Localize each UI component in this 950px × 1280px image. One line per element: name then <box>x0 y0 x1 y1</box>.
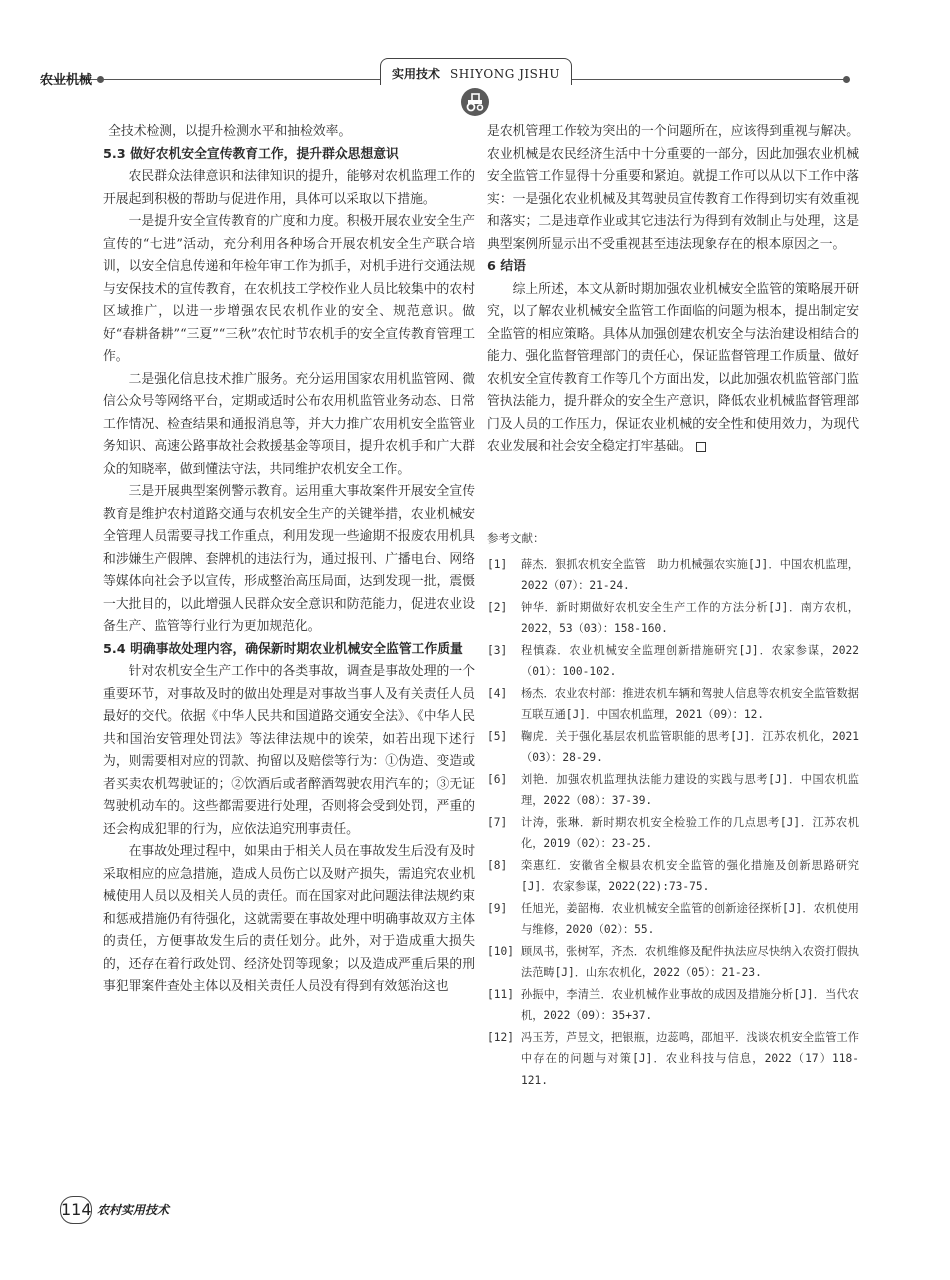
journal-section-label: 农业机械 <box>40 73 93 88</box>
column-title-pinyin: SHIYONG JISHU <box>450 67 560 81</box>
paragraph: 一是提升安全宣传教育的广度和力度。积极开展农业安全生产宣传的“七进”活动，充分利用各种场合开展农机安全生产联合培训，以安全信息传递和年检年审工作为抓手，对机手进行交通法规与安保技术的宣传教育，在农机技工学校作业人员比较集中的农村区域推广，以进一步增强农民农机作业的安全、规范意识。做好“春耕备耕”“三夏”“三秋”农忙时节农机手的安全宣传教育管理工作。 <box>103 214 475 364</box>
reference-item <box>487 941 859 984</box>
reference-number: [8] <box>487 858 508 872</box>
reference-text: 计涛，张琳．新时期农机安全检验工作的几点思考[J]．江苏农机化，2019（02）：23-25. <box>521 815 859 850</box>
reference-number: [1] <box>487 557 508 571</box>
reference-item <box>487 855 859 898</box>
reference-number: [2] <box>487 600 508 614</box>
reference-item <box>487 683 859 726</box>
reference-text: 顾凤书，张树军，齐杰．农机维修及配件执法应尽快纳入农资打假执法范畴[J]．山东农机化，2022（05）：21-23. <box>521 944 859 979</box>
paragraph: 针对农机安全生产工作中的各类事故，调查是事故处理的一个重要环节，对事故及时的做出处理是对事故当事人及有关责任人员最好的交代。依据《中华人民共和国道路交通安全法》、《中华人民共和国治安管理处罚法》等法律法规中的诶荣，如若出现下述行为，则需要相对应的罚款、拘留以及赔偿等行为：①伪造、变造或者买卖农机驾驶证的；②饮酒后或者醉酒驾驶农用汽车的；③无证驾驶机动车的。这些都需要进行处理，否则将会受到处罚，严重的还会构成犯罪的行为，应依法追究刑事责任。 <box>103 664 475 837</box>
reference-number: [3] <box>487 643 508 657</box>
reference-number: [9] <box>487 901 508 915</box>
header-rule-right <box>570 79 847 80</box>
paragraph: 二是强化信息技术推广服务。充分运用国家农用机监管网、微信公众号等网络平台，定期或适时公布农用机监管业务动态、日常工作情况、检查结果和通报消息等，并大力推广农用机安全监管业务知识、高速公路事故社会救援基金等项目，提升农机手和广大群众的知晓率，做到懂法守法，共同维护农机安全工作。 <box>103 371 475 477</box>
reference-item <box>487 898 859 941</box>
section-heading-5-3: 5.3 做好农机安全宣传教育工作，提升群众思想意识 <box>103 146 399 162</box>
references-title: 参考文献： <box>487 531 545 545</box>
header-dot-right <box>843 76 850 83</box>
reference-text: 刘艳．加强农机监理执法能力建设的实践与思考[J]．中国农机监理，2022（08）：37-39. <box>521 772 859 807</box>
reference-number: [7] <box>487 815 508 829</box>
references <box>487 528 859 1091</box>
reference-text: 栾惠红．安徽省全椒县农机安全监管的强化措施及创新思路研究[J]．农家参谋，2022(22):73-75. <box>521 858 859 893</box>
paragraph: 是农机管理工作较为突出的一个问题所在，应该得到重视与解决。农业机械是农民经济生活中十分重要的一部分，因此加强农业机械安全监管工作显得十分重要和紧迫。就提工作可以从以下工作中落实：一是强化农业机械及其驾驶员宣传教育工作得到切实有效重视和落实；二是违章作业或其它违法行为得到有效制止与处理，这是典型案例所显示出不受重视甚至违法现象存在的根本原因之一。 <box>487 124 859 252</box>
reference-text: 钟华．新时期做好农机安全生产工作的方法分析[J]．南方农机，2022，53（03）：158-160. <box>521 600 859 635</box>
page-number: 114 <box>60 1196 92 1224</box>
reference-item <box>487 984 859 1027</box>
reference-item <box>487 1027 859 1092</box>
reference-text: 冯玉芳，芦昱文，把银瓶，边蕊鸣，邵旭平．浅谈农机安全监管工作中存在的问题与对策[J]．农业科技与信息，2022（17）118-121. <box>521 1030 859 1087</box>
reference-item <box>487 769 859 812</box>
paragraph: 农民群众法律意识和法律知识的提升，能够对农机监理工作的开展起到积极的帮助与促进作用，具体可以采取以下措施。 <box>103 169 475 207</box>
reference-item <box>487 597 859 640</box>
paragraph: 三是开展典型案例警示教育。运用重大事故案件开展安全宣传教育是维护农村道路交通与农机安全生产的关键举措，农业机械安全管理人员需要寻找工作重点，利用发现一些逾期不报废农用机具和涉嫌生产假牌、套牌机的违法行为，通过报刊、广播电台、网络等媒体向社会予以宣传，形成整治高压局面，达到发现一批，震慑一大批目的，以此增强人民群众安全意识和防范能力，促进农业设备生产、监管等行业行为更加规范化。 <box>103 484 475 634</box>
reference-text: 杨杰．农业农村部：推进农机车辆和驾驶人信息等农机安全监管数据互联互通[J]．中国农机监理，2021（09）：12. <box>521 686 859 721</box>
reference-item <box>487 812 859 855</box>
section-heading-5-4: 5.4 明确事故处理内容，确保新时期农业机械安全监管工作质量 <box>103 641 463 657</box>
column-tab <box>380 58 572 85</box>
paragraph: 在事故处理过程中，如果由于相关人员在事故发生后没有及时采取相应的应急措施，造成人员伤亡以及财产损失，需追究农业机械使用人员以及相关人员的责任。而在国家对此问题法律法规约束和惩戒措施仍有待强化，这就需要在事故处理中明确事故双方主体的责任，方便事故发生后的责任划分。此外，对于造成重大损失的，还存在着行政处罚、经济处罚等现象；以及造成严重后果的刑事犯罪案件查处主体以及相关责任人员没有得到有效惩治这也 <box>103 844 475 994</box>
right-column <box>487 121 859 459</box>
column-title-cn: 实用技术 <box>392 67 441 81</box>
tractor-icon <box>461 88 489 116</box>
conclusion-paragraph <box>487 279 859 459</box>
reference-number: [12] <box>487 1030 514 1044</box>
reference-number: [5] <box>487 729 508 743</box>
reference-text: 程慎森．农业机械安全监理创新措施研究[J]．农家参谋，2022（01）：100-102. <box>521 643 859 678</box>
reference-number: [4] <box>487 686 508 700</box>
reference-number: [6] <box>487 772 508 786</box>
end-mark-icon <box>696 442 706 452</box>
reference-text: 鞠虎．关于强化基层农机监管职能的思考[J]．江苏农机化，2021（03）：28-29. <box>521 729 859 764</box>
reference-number: [11] <box>487 987 514 1001</box>
reference-item <box>487 726 859 769</box>
reference-text: 孙振中，李清兰．农业机械作业事故的成因及措施分析[J]．当代农机，2022（09）：35+37. <box>521 987 859 1022</box>
reference-item <box>487 554 859 597</box>
reference-text: 任旭光，姜韶梅．农业机械安全监管的创新途径探析[J]．农机使用与维修，2020（02）：55. <box>521 901 859 936</box>
paragraph: 全技术检测，以提升检测水平和抽检效率。 <box>108 124 352 139</box>
reference-number: [10] <box>487 944 514 958</box>
header-dot-left <box>97 76 104 83</box>
reference-item <box>487 640 859 683</box>
journal-name: 农村实用技术 <box>97 1203 170 1217</box>
conclusion-text: 综上所述，本文从新时期加强农业机械安全监管的策略展开研究，以了解农业机械安全监管工作面临的问题为根本，提出制定安全监管的相应策略。具体从加强创建农机安全与法治建设相结合的能力、强化监督管理部门的责任心，保证监督管理工作质量、做好农机安全宣传教育工作等几个方面出发，以此加强农机监管部门监管执法能力，提升群众的安全生产意识，降低农业机械监督管理部门及人员的工作压力，保证农业机械的安全性和使用效力，为现代农业发展和社会安全稳定打牢基础。 <box>487 281 859 454</box>
column-title <box>381 65 571 82</box>
section-heading-6: 6 结语 <box>487 259 526 274</box>
left-column <box>103 121 475 999</box>
reference-text: 薛杰．狠抓农机安全监管 助力机械强农实施[J]．中国农机监理，2022（07）：21-24. <box>521 557 859 592</box>
